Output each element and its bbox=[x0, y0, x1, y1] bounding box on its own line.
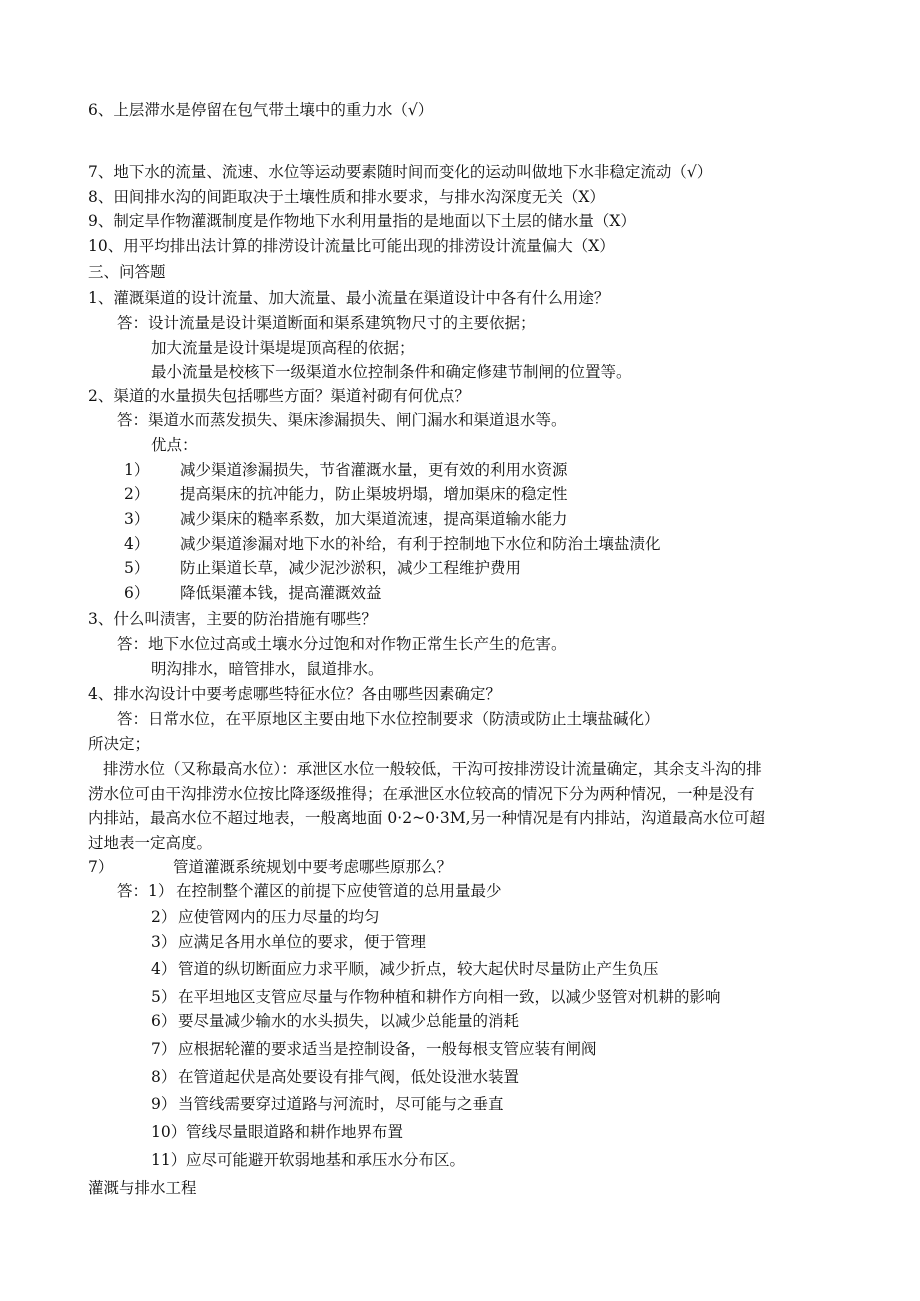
principle-number: 10） bbox=[151, 1123, 187, 1141]
principle-number: 8） bbox=[151, 1068, 177, 1086]
advantage-text: 减少渠道渗漏损失，节省灌溉水量，更有效的利用水资源 bbox=[180, 461, 568, 479]
answer-1-line-1: 答：设计流量是设计渠道断面和渠系建筑物尺寸的主要依据； bbox=[117, 314, 536, 332]
question-1: 1、灌溉渠道的设计流量、加大流量、最小流量在渠道设计中各有什么用途？ bbox=[88, 289, 610, 307]
principle-text: 要尽量减少输水的水头损失，以减少总能量的消耗 bbox=[178, 1012, 520, 1030]
advantage-text: 降低渠灌本钱，提高灌溉效益 bbox=[180, 584, 382, 602]
principle-text: 管线尽量眼道路和耕作地界布置 bbox=[186, 1123, 404, 1141]
principle-text: 应使管网内的压力尽量的均匀 bbox=[178, 908, 380, 926]
tf-item-9: 9、制定旱作物灌溉制度是作物地下水利用量指的是地面以下土层的储水量（X） bbox=[88, 212, 636, 230]
principle-text: 当管线需要穿过道路与河流时，尽可能与之垂直 bbox=[178, 1095, 504, 1113]
principle-text: 应尽可能避开软弱地基和承压水分布区。 bbox=[186, 1151, 466, 1169]
advantage-text: 提高渠床的抗冲能力，防止渠坡坍塌，增加渠床的稳定性 bbox=[180, 485, 568, 503]
answer-4-para-line-3: 内排站，最高水位不超过地表，一般离地面 0·2~0·3M,另一种情况是有内排站，沟道最高水位可超 bbox=[88, 809, 766, 827]
principle-number: 4） bbox=[151, 960, 177, 978]
advantage-text: 减少渠床的糙率系数，加大渠道流速，提高渠道输水能力 bbox=[180, 510, 568, 528]
advantage-number: 3） bbox=[124, 510, 150, 528]
tf-item-8: 8、田间排水沟的间距取决于土壤性质和排水要求，与排水沟深度无关（X） bbox=[88, 188, 605, 206]
advantage-number: 1） bbox=[124, 461, 150, 479]
advantage-number: 4） bbox=[124, 535, 150, 553]
advantages-label: 优点： bbox=[151, 436, 198, 454]
tf-item-10: 10、用平均排出法计算的排涝设计流量比可能出现的排涝设计流量偏大（X） bbox=[88, 237, 615, 255]
advantage-number: 2） bbox=[124, 485, 150, 503]
question-7: 管道灌溉系统规划中要考虑哪些原那么？ bbox=[173, 858, 453, 876]
principle-number: 5） bbox=[151, 988, 177, 1006]
answer-2-line-1: 答：渠道水而蒸发损失、渠床渗漏损失、闸门漏水和渠道退水等。 bbox=[117, 411, 567, 429]
answer-1-line-3: 最小流量是校核下一级渠道水位控制条件和确定修建节制闸的位置等。 bbox=[151, 363, 632, 381]
answer-3-line-2: 明沟排水，暗管排水，鼠道排水。 bbox=[151, 660, 384, 678]
principle-number: 9） bbox=[151, 1095, 177, 1113]
principle-number: 2） bbox=[151, 908, 177, 926]
answer-4-para-line-1: 排涝水位（又称最高水位）：承泄区水位一般较低，干沟可按排涝设计流量确定，其余支斗沟的排 bbox=[103, 760, 762, 778]
principle-text: 管道的纵切断面应力求平顺，减少折点，较大起伏时尽量防止产生负压 bbox=[178, 960, 659, 978]
answer-4-line-2: 所决定； bbox=[88, 735, 151, 753]
footer-title: 灌溉与排水工程 bbox=[88, 1179, 197, 1197]
answer-4-para-line-4: 过地表一定高度。 bbox=[88, 834, 213, 852]
principle-number: 1） bbox=[148, 882, 174, 900]
advantage-number: 6） bbox=[124, 584, 150, 602]
answer-1-line-2: 加大流量是设计渠堤堤顶高程的依据； bbox=[151, 339, 415, 357]
principle-text: 在管道起伏是高处要设有排气阀，低处设泄水装置 bbox=[178, 1068, 520, 1086]
question-7-number: 7） bbox=[88, 858, 114, 876]
section-title: 三、问答题 bbox=[88, 263, 166, 281]
principle-text: 应根据轮灌的要求适当是控制设备，一般每根支管应装有闸阀 bbox=[178, 1040, 597, 1058]
question-4: 4、排水沟设计中要考虑哪些特征水位？各由哪些因素确定？ bbox=[88, 685, 501, 703]
answer-3-line-1: 答：地下水位过高或土壤水分过饱和对作物正常生长产生的危害。 bbox=[117, 635, 567, 653]
tf-item-6: 6、上层滞水是停留在包气带土壤中的重力水（√） bbox=[88, 101, 434, 119]
advantage-text: 减少渠道渗漏对地下水的补给，有利于控制地下水位和防治土壤盐渍化 bbox=[180, 535, 661, 553]
principle-number: 7） bbox=[151, 1040, 177, 1058]
tf-item-7: 7、地下水的流量、流速、水位等运动要素随时间而变化的运动叫做地下水非稳定流动（√） bbox=[88, 163, 713, 181]
question-2: 2、渠道的水量损失包括哪些方面？渠道衬砌有何优点？ bbox=[88, 387, 470, 405]
principle-number: 11） bbox=[151, 1151, 187, 1169]
principle-text: 在平坦地区支管应尽量与作物种植和耕作方向相一致，以减少竖管对机耕的影响 bbox=[178, 988, 721, 1006]
principle-text: 应满足各用水单位的要求，便于管理 bbox=[178, 933, 427, 951]
answer-4-line-1: 答：日常水位，在平原地区主要由地下水位控制要求（防渍或防止土壤盐碱化） bbox=[117, 710, 660, 728]
answer-4-para-line-2: 涝水位可由干沟排涝水位按比降逐级推得；在承泄区水位较高的情况下分为两种情况，一种是没有 bbox=[88, 785, 755, 803]
question-3: 3、什么叫渍害，主要的防治措施有哪些？ bbox=[88, 610, 377, 628]
principle-number: 6） bbox=[151, 1012, 177, 1030]
advantage-text: 防止渠道长草，减少泥沙淤积，减少工程维护费用 bbox=[180, 559, 522, 577]
answer-7-prefix: 答： bbox=[117, 882, 149, 900]
principle-number: 3） bbox=[151, 933, 177, 951]
principle-text: 在控制整个灌区的前提下应使管道的总用量最少 bbox=[176, 882, 502, 900]
advantage-number: 5） bbox=[124, 559, 150, 577]
